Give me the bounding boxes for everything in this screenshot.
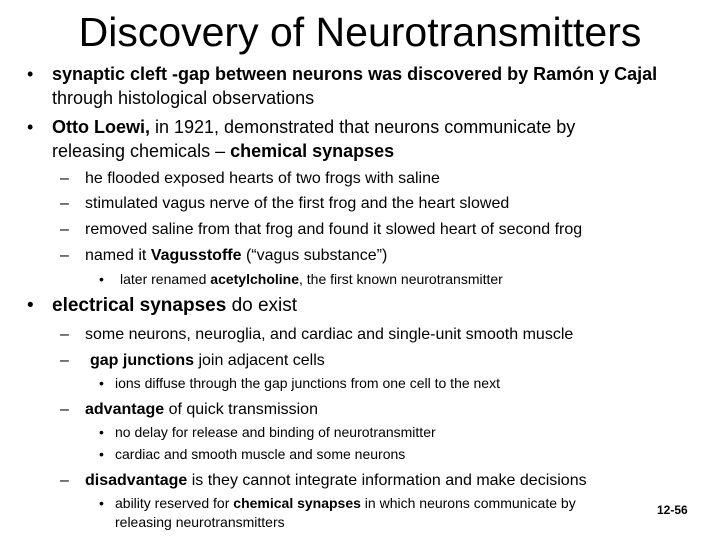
bullet-text: in which neurons communicate by xyxy=(360,495,576,511)
dot-marker: • xyxy=(99,446,104,462)
sub-bullet xyxy=(0,243,720,268)
sub-bullet xyxy=(0,468,720,493)
term-electrical-synapses: electrical synapses xyxy=(52,295,227,316)
term-vagusstoffe: Vagusstoffe xyxy=(150,247,242,264)
sub-bullet-text xyxy=(85,243,387,268)
dash-marker: – xyxy=(60,247,69,264)
sub-bullet xyxy=(0,166,720,191)
dot-marker: • xyxy=(99,271,104,287)
sub-bullet xyxy=(0,191,720,216)
term-synaptic-cleft: synaptic cleft -gap between neurons was discovered by Ramón y Cajal xyxy=(52,64,658,84)
dash-marker: – xyxy=(60,195,69,212)
sub-bullet-text: stimulated vagus nerve of the first frog and the heart slowed xyxy=(85,195,510,212)
bullet-text: is they cannot integrate information and make decisions xyxy=(187,472,587,489)
bullet-text: , the first known neurotransmitter xyxy=(298,271,503,287)
sub-sub-bullet xyxy=(0,494,720,534)
bullet-text: named it xyxy=(85,247,151,264)
term-advantage: advantage xyxy=(85,401,165,418)
sub-bullet xyxy=(0,397,720,422)
bullet-text: do exist xyxy=(226,295,298,316)
sub-sub-bullet-text xyxy=(115,494,576,513)
sub-bullet xyxy=(0,217,720,242)
sub-bullet-text xyxy=(85,468,587,493)
dash-marker: – xyxy=(60,170,69,187)
term-disadvantage: disadvantage xyxy=(85,472,188,489)
bullet-electrical-synapses xyxy=(0,294,720,318)
sub-sub-bullet-text: cardiac and smooth muscle and some neurons xyxy=(115,446,406,462)
sub-sub-bullet xyxy=(0,374,720,393)
dash-marker: – xyxy=(60,401,69,418)
term-chemical-synapses: chemical synapses xyxy=(230,141,395,161)
bullet-text: ability reserved for xyxy=(115,495,234,511)
bullet-text: releasing chemicals – xyxy=(52,141,231,161)
slide-title: Discovery of Neurotransmitters xyxy=(78,9,642,55)
bullet-text: join adjacent cells xyxy=(194,352,325,369)
sub-bullet-text: some neurons, neuroglia, and cardiac and single-unit smooth muscle xyxy=(85,326,574,343)
bullet-marker: • xyxy=(27,64,34,84)
dash-marker: – xyxy=(60,472,69,489)
bullet-marker: • xyxy=(27,295,34,316)
sub-bullet xyxy=(0,348,720,373)
sub-sub-bullet xyxy=(0,423,720,442)
dot-marker: • xyxy=(99,495,104,511)
sub-sub-bullet-text: no delay for release and binding of neurotransmitter xyxy=(115,424,436,440)
sub-sub-bullet-text xyxy=(120,270,503,289)
bullet-marker: • xyxy=(27,117,34,137)
bullet-text-line xyxy=(52,62,657,86)
sub-bullet-text xyxy=(90,348,325,373)
term-gap-junctions: gap junctions xyxy=(90,352,194,369)
bullet-text-line xyxy=(52,294,297,318)
bullet-text: of quick transmission xyxy=(164,401,318,418)
sub-bullet-text: he flooded exposed hearts of two frogs with saline xyxy=(85,170,440,187)
term-otto-loewi: Otto Loewi, xyxy=(52,117,155,137)
term-chemical-synapses: chemical synapses xyxy=(233,495,361,511)
bullet-text: later renamed xyxy=(120,271,211,287)
sub-bullet-text xyxy=(85,397,318,422)
slide-number: 12-56 xyxy=(657,503,688,517)
dash-marker: – xyxy=(60,326,69,343)
term-acetylcholine: acetylcholine xyxy=(210,271,299,287)
dot-marker: • xyxy=(99,375,104,391)
dash-marker: – xyxy=(60,352,69,369)
bullet-otto-loewi xyxy=(0,115,720,163)
sub-sub-bullet xyxy=(0,270,720,289)
bullet-text: in 1921, demonstrated that neurons communicate by xyxy=(155,117,576,137)
bullet-text-line xyxy=(52,139,394,163)
sub-sub-bullet-text-line: releasing neurotransmitters xyxy=(115,514,285,530)
bullet-synaptic-cleft xyxy=(0,62,720,110)
sub-sub-bullet xyxy=(0,445,720,464)
sub-sub-bullet-text: ions diffuse through the gap junctions from one cell to the next xyxy=(115,375,500,391)
bullet-text-line: through histological observations xyxy=(52,88,315,108)
dash-marker: – xyxy=(60,221,69,238)
sub-bullet-text: removed saline from that frog and found it slowed heart of second frog xyxy=(85,221,583,238)
bullet-text: (“vagus substance”) xyxy=(241,247,388,264)
bullet-text-line xyxy=(52,115,575,139)
dot-marker: • xyxy=(99,424,104,440)
sub-bullet xyxy=(0,322,720,347)
